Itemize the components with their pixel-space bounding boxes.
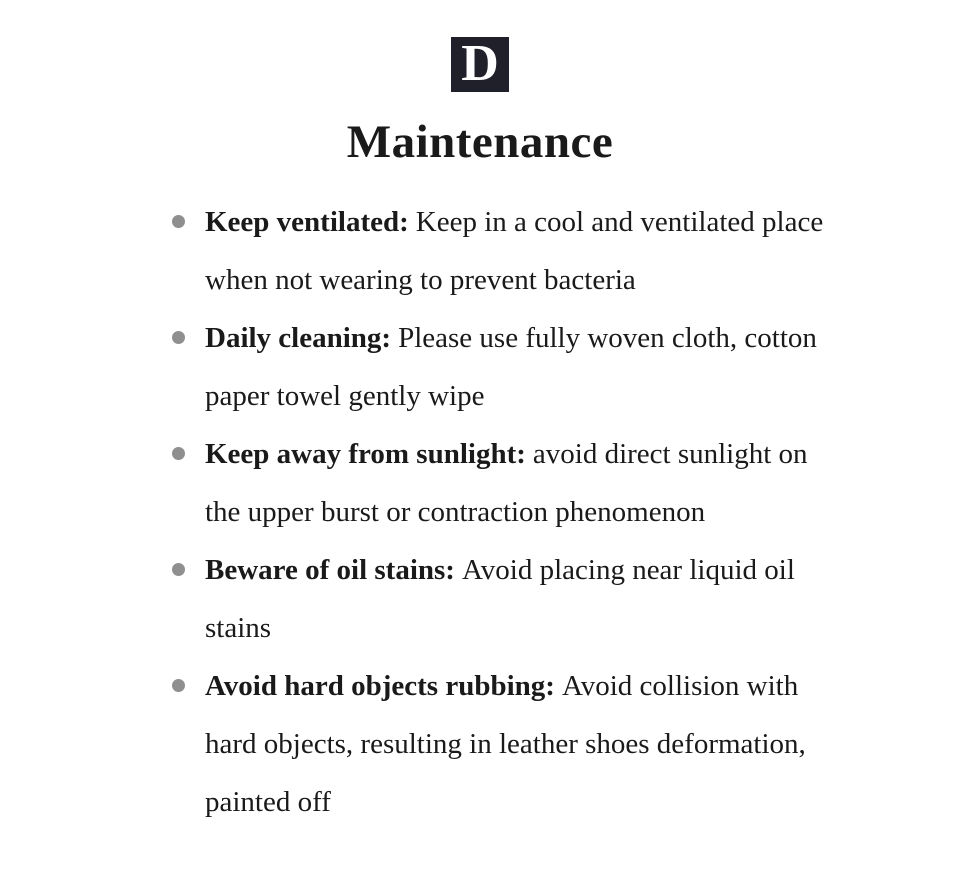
tip-label: Keep ventilated: [205,206,409,238]
bullet-icon [172,447,185,460]
tip-text [205,541,827,657]
tip-text [205,425,827,541]
tip-label: Keep away from sunlight: [205,438,526,470]
list-item [172,425,960,541]
bullet-icon [172,679,185,692]
tip-description: Keep in a cool and ventilated place when not wearing to prevent bacteria [205,206,824,296]
list-item [172,657,960,831]
bullet-icon [172,331,185,344]
tip-text [205,657,827,831]
list-item [172,309,960,425]
list-item [172,541,960,657]
list-item [172,193,960,309]
tip-description: avoid direct sunlight on the upper burst or contraction phenomenon [205,438,808,528]
tip-label: Daily cleaning: [205,322,392,354]
bullet-icon [172,563,185,576]
tip-description: Please use fully woven cloth, cotton paper towel gently wipe [205,322,817,412]
brand-logo [451,34,509,92]
tip-text [205,193,827,309]
tip-description: Avoid collision with hard objects, resulting in leather shoes deformation, painted off [205,670,806,818]
tip-label: Avoid hard objects rubbing: [205,670,555,702]
bullet-icon [172,215,185,228]
tip-label: Beware of oil stains: [205,554,455,586]
brand-logo-letter: D [461,34,499,92]
maintenance-list [0,193,960,831]
tip-text [205,309,827,425]
tip-description: Avoid placing near liquid oil stains [205,554,795,644]
page-title: Maintenance [346,116,614,168]
